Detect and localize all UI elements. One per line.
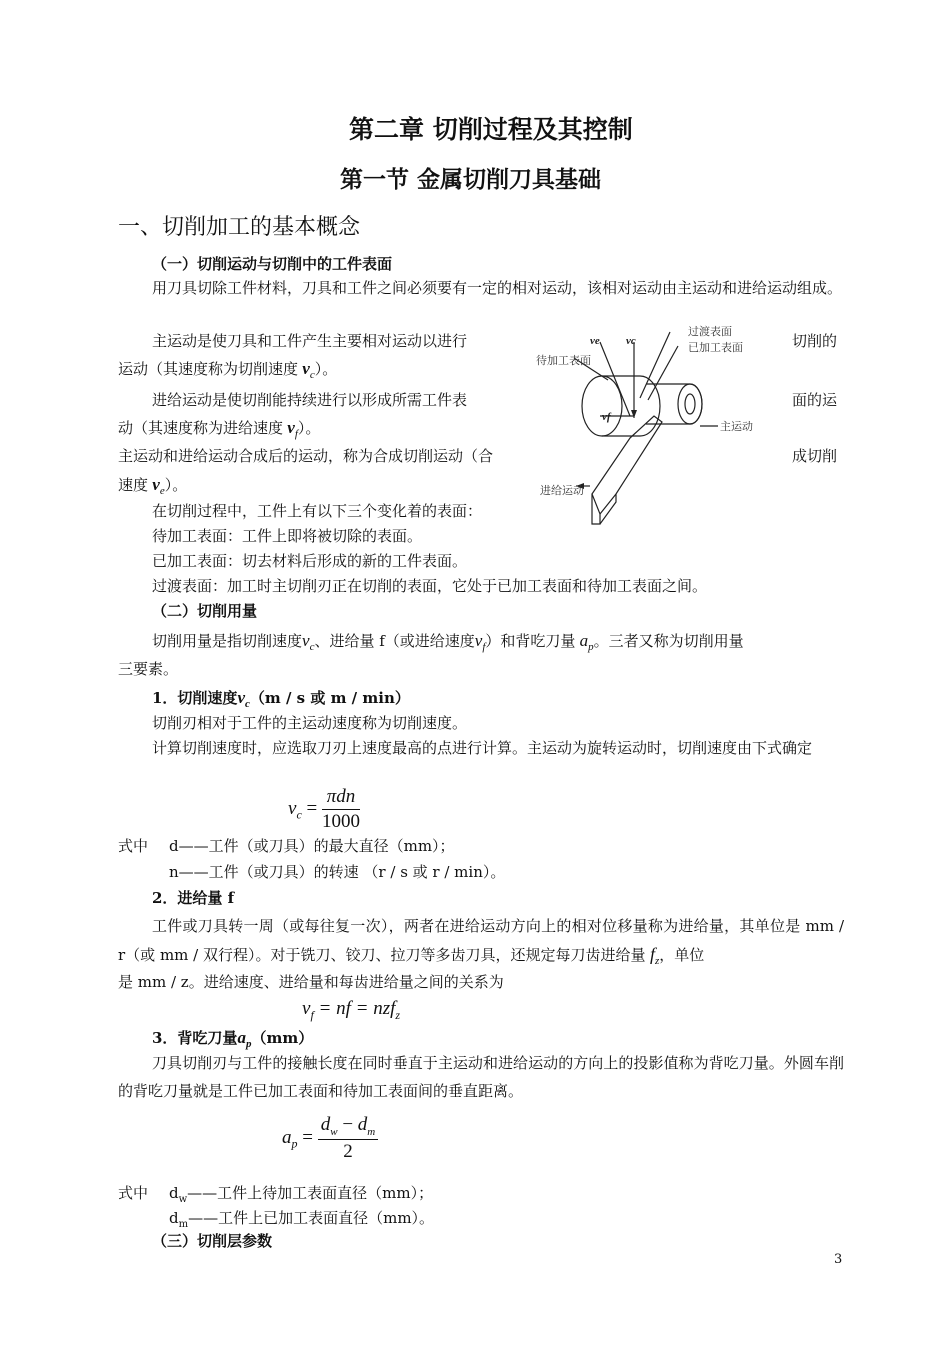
workpiece-end-ellipse (582, 376, 622, 436)
item-3-paragraph: 刀具切削刃与工件的接触长度在同时垂直于主运动和进给运动的方向上的投影值称为背吃刀量。外圆车削的背吃刀量就是工件已加工表面和待加工表面间的垂直距离。 (118, 1054, 844, 1100)
section-title: 第一节 金属切削刀具基础 (340, 167, 602, 193)
label-main-motion: 主运动 (720, 420, 753, 433)
label-ve: ve (590, 335, 600, 347)
item-2-paragraph: 工件或刀具转一周（或每往复一次），两者在进给运动方向上的相对位移量称为进给量，其单位是 mm / r（或 mm / 双行程）。对于铣刀、铰刀、拉刀等多齿刀具，还规定每刀齿进给量 $f_z$，单位 (118, 917, 844, 967)
where-label-1: 式中 (118, 837, 149, 855)
chapter-title: 第二章 切削过程及其控制 (349, 115, 633, 144)
surface-transition: 过渡表面：加工时主切削刃正在切削的表面，它处于已加工表面和待加工表面之间。 (152, 577, 708, 595)
page-number: 3 (834, 1252, 843, 1267)
cutting-params-line-2: 三要素。 (118, 660, 179, 678)
formula-cutting-speed: $v_c$ = $\frac{\text{πdn}}{1000}$ (288, 786, 360, 832)
item-2-relation: 是 mm / z。进给速度、进给量和每齿进给量之间的关系为 (118, 973, 504, 991)
where-label-2: 式中 (118, 1184, 149, 1202)
cutting-params-line-1: 切削用量是指切削速度$v_c$、进给量 f（或进给速度$v_f$）和背吃刀量 $a_p$。三者又称为切削用量 (152, 631, 744, 653)
subsection-heading-2: （二）切削用量 (152, 602, 258, 620)
feed-motion-line-c: 动（其速度称为进给速度 $v_f$）。 (118, 418, 321, 440)
turning-diagram (530, 318, 780, 534)
combined-motion-line-a: 主运动和进给运动合成后的运动，称为合成切削运动（合 (118, 447, 494, 465)
part-title: 一、切削加工的基本概念 (118, 215, 361, 240)
subsection-heading-1: （一）切削运动与切削中的工件表面 (152, 255, 393, 273)
label-vf: vf (602, 411, 611, 423)
main-motion-line-c: 运动（其速度称为切削速度 $v_c$）。 (118, 359, 338, 381)
item-1-calculation: 计算切削速度时，应选取刀刃上速度最高的点进行计算。主运动为旋转运动时，切削速度由下式确定 (152, 739, 813, 757)
feed-motion-line-b: 面的运 (792, 391, 838, 409)
item-1-heading: 1．切削速度$v_c(m$ / s 或 m / min） (152, 688, 410, 710)
main-motion-line-a: 主运动是使刀具和工件产生主要相对运动以进行 (152, 332, 468, 350)
formula-depth-of-cut: $a_p$ = $\frac{d_w - d_m}{2}$ (282, 1114, 378, 1163)
item-3-heading: 3．背吃刀量$a_p(mm)$ (152, 1028, 314, 1050)
surfaces-intro: 在切削过程中，工件上有以下三个变化着的表面： (152, 502, 483, 520)
label-vc: vc (626, 335, 636, 347)
item-1-definition: 切削刃相对于工件的主运动速度称为切削速度。 (152, 714, 468, 732)
label-transition-surface: 过渡表面 (688, 325, 732, 338)
label-unmachined-surface: 待加工表面 (536, 354, 591, 367)
surface-machined: 已加工表面：切去材料后形成的新的工件表面。 (152, 552, 468, 570)
surface-unmachined: 待加工表面：工件上即将被切除的表面。 (152, 527, 423, 545)
feed-motion-line-a: 进给运动是使切削能持续进行以形成所需工件表 (152, 391, 468, 409)
subsection-heading-3: （三）切削层参数 (152, 1232, 273, 1250)
formula-feed: $v_f$ = nf = nzf$_z$ (302, 998, 401, 1022)
definition-n: n——工件（或刀具）的转速 （r / s 或 r / min）。 (169, 863, 506, 881)
combined-motion-line-c: 速度 $v_e$）。 (118, 475, 188, 497)
definition-d: d——工件（或刀具）的最大直径（mm）； (169, 837, 455, 855)
label-machined-surface: 已加工表面 (688, 341, 743, 354)
item-2-heading: 2．进给量 f (152, 889, 235, 907)
label-feed-motion: 进给运动 (540, 484, 584, 497)
combined-motion-line-b: 成切削 (792, 447, 838, 465)
paragraph-intro: 用刀具切除工件材料，刀具和工件之间必须要有一定的相对运动，该相对运动由主运动和进给运动组成。 (152, 279, 843, 297)
main-motion-line-b: 切削的 (792, 332, 838, 350)
definition-dm: $d_m——$工件上已加工表面直径（mm）。 (169, 1209, 435, 1230)
definition-dw: $d_w——$工件上待加工表面直径（mm）； (169, 1184, 434, 1205)
